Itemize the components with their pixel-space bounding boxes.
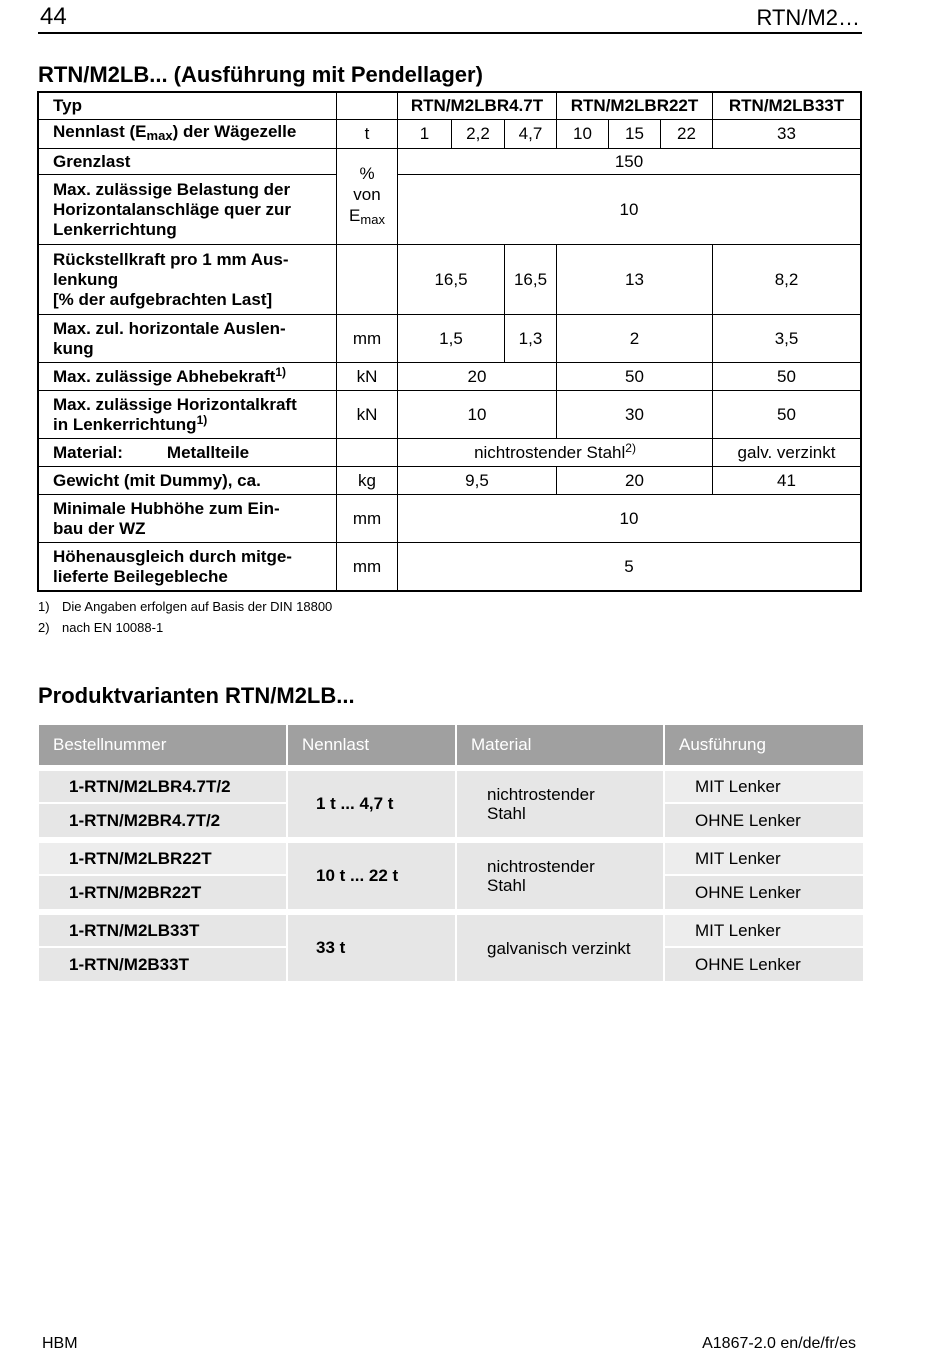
value-cell: 1	[398, 120, 452, 149]
row-horizontalkraft	[39, 391, 861, 439]
value-cell: 4,7	[505, 120, 557, 149]
value-cell: 5	[398, 543, 861, 591]
execution: MIT Lenker	[665, 915, 863, 948]
variants-header-row	[39, 725, 863, 765]
section-title-specs: RTN/M2LB... (Ausführung mit Pendellager)	[38, 62, 483, 87]
value-cell: 16,5	[505, 245, 557, 315]
value-cell: 41	[713, 467, 861, 495]
value-cell: 10	[398, 495, 861, 543]
value-cell: 150	[398, 149, 861, 175]
row-label: Typ	[39, 93, 337, 120]
row-abhebekraft	[39, 363, 861, 391]
page-header	[38, 0, 862, 34]
unit-cell: mm	[337, 315, 398, 363]
column-header: Nennlast	[288, 725, 455, 765]
spec-table	[38, 92, 861, 591]
execution: OHNE Lenker	[665, 876, 863, 909]
material: galvanisch verzinkt	[457, 915, 663, 981]
variant-row	[39, 915, 863, 948]
value-cell: 10	[398, 175, 861, 245]
footer-brand: HBM	[42, 1335, 78, 1352]
column-header: Bestellnummer	[39, 725, 286, 765]
footnotes	[38, 598, 332, 640]
unit-cell: kg	[337, 467, 398, 495]
value-cell: 1,3	[505, 315, 557, 363]
footer-doc-id: A1867-2.0 en/de/fr/es	[702, 1335, 856, 1352]
unit-cell	[337, 439, 398, 467]
row-auslenkung	[39, 315, 861, 363]
variants-table	[37, 725, 865, 981]
unit-cell: mm	[337, 495, 398, 543]
value-cell: 2	[557, 315, 713, 363]
row-nennlast	[39, 120, 861, 149]
row-hoehenausgleich	[39, 543, 861, 591]
footnote: 1) Die Angaben erfolgen auf Basis der DIN 18800	[38, 599, 333, 614]
type-header: RTN/M2LB33T	[713, 93, 861, 120]
unit-cell: t	[337, 120, 398, 149]
execution: OHNE Lenker	[665, 948, 863, 981]
value-cell: 9,5	[398, 467, 557, 495]
row-label: Max. zulässige Horizontalkraft in Lenkerrichtung$^{1)}$	[39, 391, 337, 439]
value-cell: 10	[557, 120, 609, 149]
order-number: 1-RTN/M2LB33T	[39, 915, 286, 948]
row-label: Höhenausgleich durch mitge- lieferte Beilegebleche	[39, 543, 337, 591]
value-cell: galv. verzinkt	[713, 439, 861, 467]
execution: MIT Lenker	[665, 771, 863, 804]
row-gewicht	[39, 467, 861, 495]
value-cell: 50	[713, 363, 861, 391]
row-label: Max. zul. horizontale Auslen- kung	[39, 315, 337, 363]
value-cell: 13	[557, 245, 713, 315]
row-label: Gewicht (mit Dummy), ca.	[39, 467, 337, 495]
value-cell: 3,5	[713, 315, 861, 363]
material: nichtrostender Stahl	[457, 771, 663, 837]
value-cell: 50	[713, 391, 861, 439]
row-typ	[39, 93, 861, 120]
row-hubhoehe	[39, 495, 861, 543]
row-label: Nennlast $(E_{max})$ der Wägezelle	[39, 120, 337, 149]
value-cell: 30	[557, 391, 713, 439]
value-cell: nichtrostender Stahl$^{2)}$	[398, 439, 713, 467]
row-label: Grenzlast	[39, 149, 337, 175]
variant-row	[39, 771, 863, 804]
row-horizontal-quer	[39, 175, 861, 245]
unit-cell: mm	[337, 543, 398, 591]
execution: MIT Lenker	[665, 843, 863, 876]
row-label: Max. zulässige Belastung der Horizontalanschläge quer zur Lenkerrichtung	[39, 175, 337, 245]
row-label: Minimale Hubhöhe zum Ein- bau der WZ	[39, 495, 337, 543]
type-header: RTN/M2LBR4.7T	[398, 93, 557, 120]
value-cell: 2,2	[452, 120, 505, 149]
unit-cell: kN	[337, 391, 398, 439]
footnote: 2) nach EN 10088-1	[38, 620, 164, 635]
unit-cell	[337, 245, 398, 315]
page-number: 44	[40, 3, 67, 30]
row-label: Rückstellkraft pro 1 mm Aus- lenkung [% der aufgebrachten Last]	[39, 245, 337, 315]
material: nichtrostender Stahl	[457, 843, 663, 909]
nominal-load: 10 t ... 22 t	[288, 843, 455, 909]
value-cell: 1,5	[398, 315, 505, 363]
column-header: Material	[457, 725, 663, 765]
nominal-load: 33 t	[288, 915, 455, 981]
unit-cell: kN	[337, 363, 398, 391]
value-cell: 8,2	[713, 245, 861, 315]
value-cell: 15	[609, 120, 661, 149]
section-title-variants: Produktvarianten RTN/M2LB...	[38, 683, 355, 708]
order-number: 1-RTN/M2BR4.7T/2	[39, 804, 286, 837]
row-label: Max. zulässige Abhebekraft$^{1)}$	[39, 363, 337, 391]
order-number: 1-RTN/M2LBR4.7T/2	[39, 771, 286, 804]
value-cell: 33	[713, 120, 861, 149]
row-grenzlast	[39, 149, 861, 175]
value-cell: 20	[557, 467, 713, 495]
running-title: RTN/M2…	[756, 5, 860, 30]
value-cell: 20	[398, 363, 557, 391]
unit-cell-percent: % von $E_{max}$	[337, 149, 398, 245]
value-cell: 10	[398, 391, 557, 439]
column-header: Ausführung	[665, 725, 863, 765]
order-number: 1-RTN/M2BR22T	[39, 876, 286, 909]
variant-row	[39, 843, 863, 876]
type-header: RTN/M2LBR22T	[557, 93, 713, 120]
value-cell: 22	[661, 120, 713, 149]
value-cell: 16,5	[398, 245, 505, 315]
row-rueckstellkraft	[39, 245, 861, 315]
value-cell: 50	[557, 363, 713, 391]
order-number: 1-RTN/M2LBR22T	[39, 843, 286, 876]
unit-cell	[337, 93, 398, 120]
row-material	[39, 439, 861, 467]
nominal-load: 1 t ... 4,7 t	[288, 771, 455, 837]
execution: OHNE Lenker	[665, 804, 863, 837]
order-number: 1-RTN/M2B33T	[39, 948, 286, 981]
row-label: Material: Metallteile	[39, 439, 337, 467]
